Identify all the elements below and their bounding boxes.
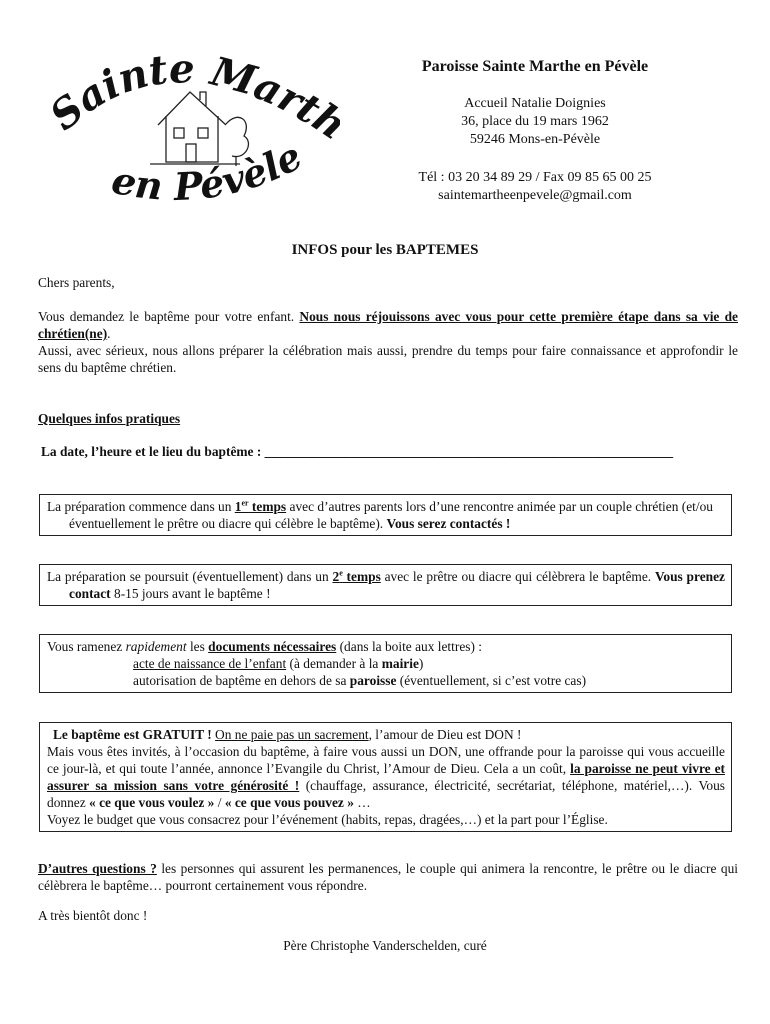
box1-text: La préparation commence dans un (47, 499, 235, 514)
intro-period: . (107, 326, 111, 341)
donation-first-line (47, 726, 725, 743)
box3-docs: documents nécessaires (208, 639, 337, 654)
address-line-3: 59246 Mons-en-Pévèle (469, 132, 601, 147)
box1-sup: er (241, 498, 249, 508)
box4-bold-2: « ce que vous pouvez » (224, 795, 354, 810)
box2-sup: e (339, 568, 343, 578)
box2-text-2: avec le prêtre ou diacre qui célèbrera le baptême. (380, 569, 655, 584)
box2-bold: Vous prenez contact (69, 569, 725, 601)
logo-text-bottom: en Pévèle (108, 132, 310, 210)
date-line (41, 443, 741, 460)
box3-italic: rapidement (125, 639, 187, 654)
questions-heading: D’autres questions ? (38, 861, 157, 876)
item1-underlined: acte de naissance de l’enfant (133, 656, 287, 671)
document-item-birth-certificate (47, 655, 725, 672)
address-line-2: 36, place du 19 mars 1962 (461, 114, 609, 129)
box1-step-number: 1er temps (234, 498, 287, 514)
box4-rest: , l’amour de Dieu est DON ! (368, 727, 522, 742)
box4-bold: Le baptême est GRATUIT ! (53, 727, 216, 742)
box4-text: Mais vous êtes invités, à l’occasion du baptême, à faire vous aussi un DON, une offrande pour la paroisse qui vous accueille ce jour-là, et qui toute l’année, annonce l’Evangile du Christ, l’Amour de Dieu. Cela a un coût, (47, 744, 725, 776)
item2-text: autorisation de baptême en dehors de sa (133, 673, 350, 688)
box4-sep: / (214, 795, 225, 810)
box1-bold: Vous serez contactés ! (386, 516, 511, 531)
signature: Père Christophe Vanderschelden, curé (283, 938, 487, 953)
donation-last-line: Voyez le budget que vous consacrez pour l’événement (habits, repas, dragées,…) et la part pour l’Église. (47, 812, 608, 827)
date-label: La date, l’heure et le lieu du baptême : (41, 444, 265, 459)
box4-underlined: On ne paie pas un sacrement (215, 727, 369, 742)
document-item-authorization (47, 672, 725, 689)
second-step-text (47, 568, 725, 602)
info-box-documents (39, 634, 732, 693)
intro-paragraph (38, 308, 738, 376)
email-address[interactable]: saintemartheenpevele@gmail.com (438, 188, 632, 203)
documents-intro (47, 638, 725, 655)
box4-text-2: (chauffage, assurance, électricité, secrétariat, téléphone, matériel,…). Vous donnez (47, 778, 726, 810)
box3-text: Vous ramenez (47, 639, 126, 654)
phone-fax: Tél : 03 20 34 89 29 / Fax 09 85 65 00 25 (418, 170, 652, 185)
info-box-donation (39, 722, 732, 832)
box3-text-3: (dans la boite aux lettres) : (336, 639, 483, 654)
info-box-first-step (39, 494, 732, 536)
box4-highlight: la paroisse ne peut vivre et assurer sa mission sans votre générosité ! (47, 761, 725, 793)
date-blank-field[interactable]: _____________________________________________________________ (264, 444, 674, 459)
logo-graphic (40, 40, 340, 220)
box2-text-3: 8-15 jours avant le baptême ! (110, 586, 271, 601)
donation-body (47, 743, 725, 811)
box4-end: … (353, 795, 371, 810)
first-step-text (47, 498, 725, 532)
intro-highlight: Nous nous réjouissons avec vous pour cette première étape dans sa vie de chrétien(ne) (38, 309, 738, 341)
box3-text-2: les (186, 639, 209, 654)
box1-text-2: avec d’autres parents lors d’une rencontre animée par un couple chrétien (et/ou éventuellement le prêtre ou diacre qui célèbre le baptême). (69, 499, 713, 531)
box2-text: La préparation se poursuit (éventuellement) dans un (47, 569, 333, 584)
intro-text: Vous demandez le baptême pour votre enfant. (38, 309, 300, 324)
info-box-second-step (39, 564, 732, 606)
item1-close: ) (418, 656, 424, 671)
box4-bold-1: « ce que vous voulez » (89, 795, 215, 810)
item1-bold: mairie (381, 656, 419, 671)
box2-step-number: 2e temps (332, 568, 381, 584)
section-heading-practical: Quelques infos pratiques (38, 411, 181, 426)
logo-text-top: Sainte Mart (40, 45, 329, 140)
greeting: Chers parents, (38, 275, 115, 290)
parish-logo (40, 40, 340, 220)
item2-text-2: (éventuellement, si c’est votre cas) (396, 673, 587, 688)
closing-line: A très bientôt donc ! (38, 908, 148, 923)
item1-text: (à demander à la (286, 656, 382, 671)
address-line-1: Accueil Natalie Doignies (464, 96, 606, 111)
house-sketch-icon (150, 92, 248, 166)
intro-line-2: Aussi, avec sérieux, nous allons préparer la célébration mais aussi, prendre du temps pour faire connaissance et approfondir le sens du baptême chrétien. (38, 343, 738, 375)
questions-text: les personnes qui assurent les permanences, le couple qui animera la rencontre, le prêtre ou le diacre qui célèbrera le baptême… pourront certainement vous répondre. (38, 861, 738, 893)
parish-name: Paroisse Sainte Marthe en Pévèle (421, 58, 649, 75)
document-title: INFOS pour les BAPTEMES (291, 242, 479, 258)
item2-bold: paroisse (349, 673, 397, 688)
questions-paragraph (38, 860, 738, 894)
